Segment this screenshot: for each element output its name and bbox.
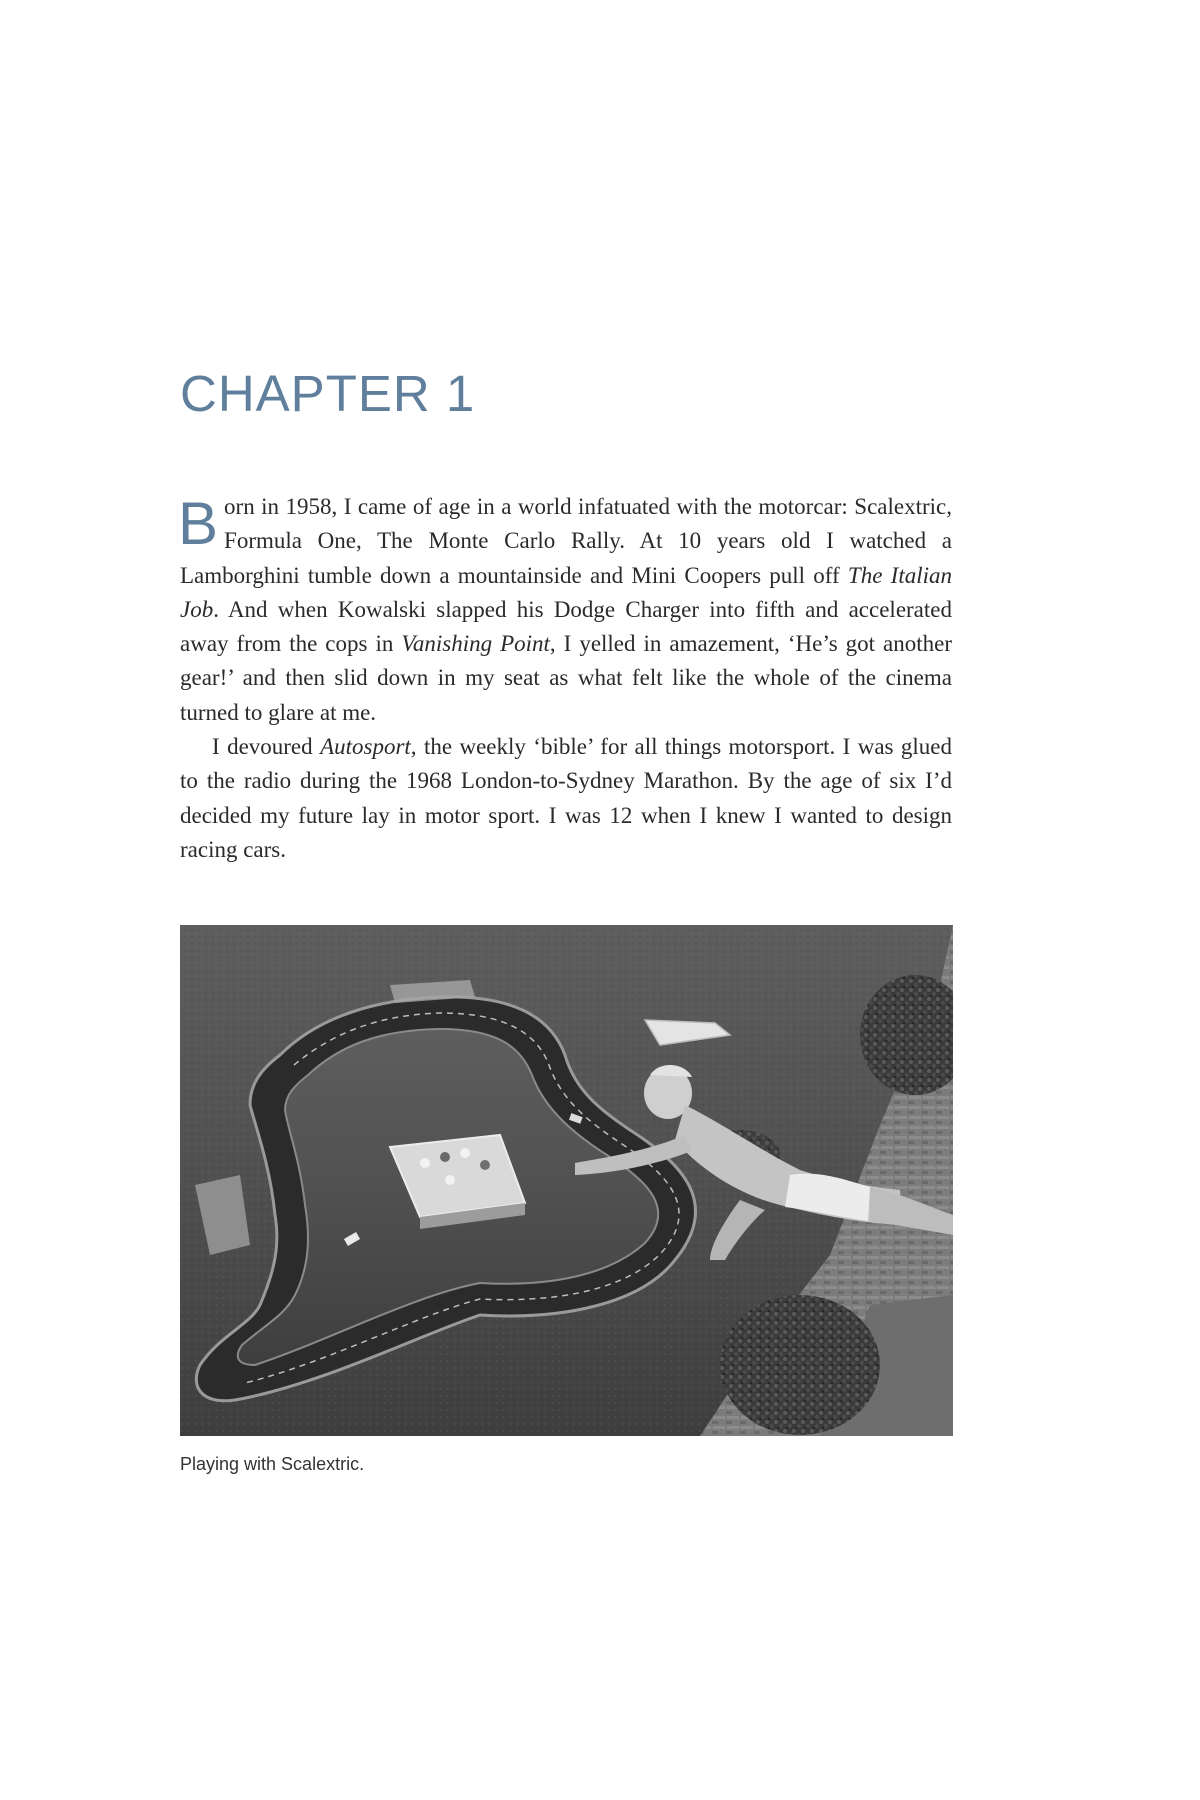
italic-film-title-1: The Italian Job bbox=[180, 562, 952, 622]
drop-cap: B bbox=[178, 490, 219, 557]
paragraph-2 bbox=[180, 730, 952, 867]
scalextric-photo bbox=[180, 925, 953, 1436]
paragraph-1 bbox=[180, 490, 952, 730]
italic-magazine-title: Autosport bbox=[320, 734, 411, 760]
italic-film-title-2: Vanishing Point bbox=[401, 631, 550, 657]
hedge-bottom bbox=[720, 1295, 880, 1435]
paragraph-1-text-3: , I yelled in amazement, ‘He’s got another gear!’ and then slid down in my seat as what felt like the whole of the cinema turned to glare at me. bbox=[180, 631, 953, 725]
paragraph-2-text-1: I devoured bbox=[212, 734, 321, 760]
photo-caption: Playing with Scalextric. bbox=[180, 1454, 365, 1474]
chapter-body bbox=[180, 490, 952, 867]
chapter-title: CHAPTER 1 bbox=[180, 365, 476, 422]
paragraph-1-text-1: orn in 1958, I came of age in a world infatuated with the motorcar: Scalextric, Formula One, The Monte Carlo Rally. At 10 years old I watched a Lamborghini tumble down a mountainside and Mini Coopers pull off bbox=[180, 494, 952, 588]
paragraph-2-text-2: , the weekly ‘bible’ for all things motorsport. I was glued to the radio during the 1968 London-to-Sydney Marathon. By the age of six I’d decided my future lay in motor sport. I was 12 when I knew I wanted to design racing cars. bbox=[180, 734, 952, 862]
paragraph-1-text-2: . And when Kowalski slapped his Dodge Charger into fifth and accelerated away from the cops in bbox=[180, 596, 952, 657]
